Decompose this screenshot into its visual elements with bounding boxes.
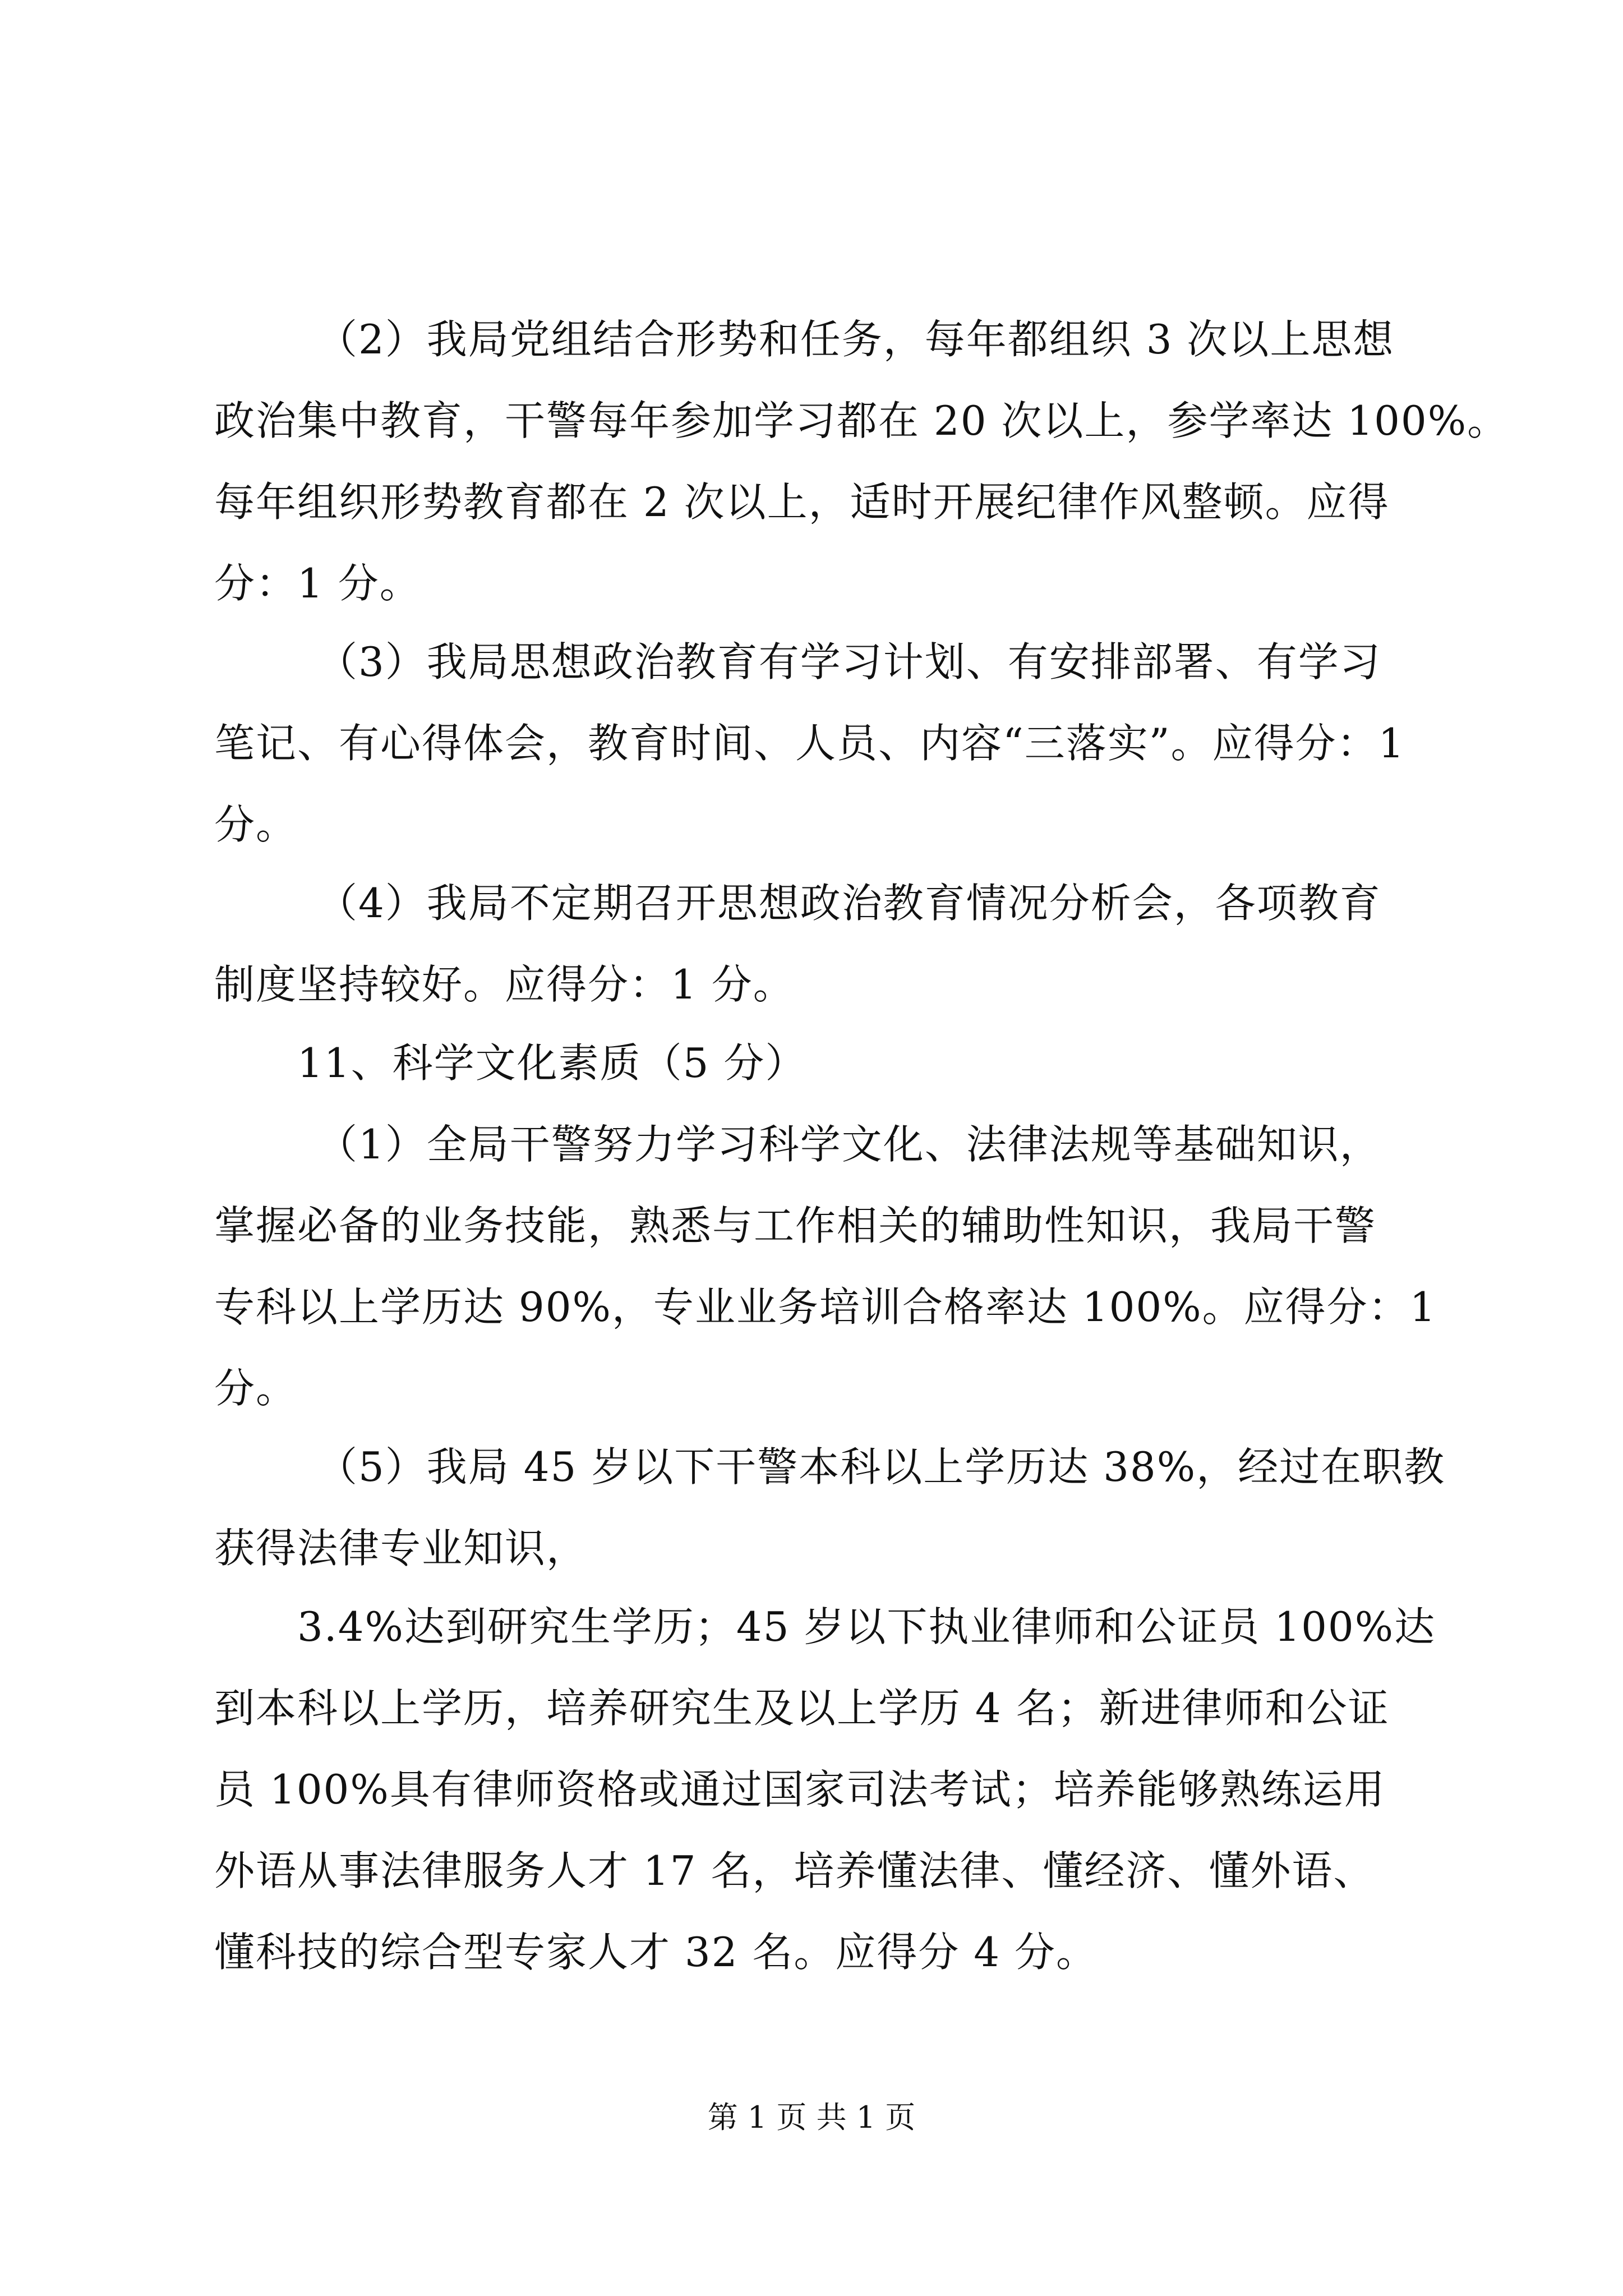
page-number-footer: 第 1 页 共 1 页 bbox=[707, 2100, 916, 2135]
paragraph-line: 制度坚持较好。应得分：1 分。 bbox=[214, 961, 795, 1008]
section-heading: 11、科学文化素质（5 分） bbox=[297, 1039, 807, 1087]
paragraph-line: 分。 bbox=[214, 1365, 298, 1412]
paragraph-line: （5）我局 45 岁以下干警本科以上学历达 38%，经过在职教 bbox=[317, 1443, 1446, 1490]
paragraph-line: 笔记、有心得体会，教育时间、人员、内容“三落实”。应得分：1 bbox=[214, 720, 1405, 767]
paragraph-line: 政治集中教育，干警每年参加学习都在 20 次以上，参学率达 100%。 bbox=[214, 397, 1509, 444]
paragraph-line: 员 100%具有律师资格或通过国家司法考试；培养能够熟练运用 bbox=[214, 1766, 1386, 1813]
paragraph-line: （4）我局不定期召开思想政治教育情况分析会，各项教育 bbox=[317, 880, 1381, 927]
paragraph-line: 分。 bbox=[214, 801, 298, 848]
paragraph-line: 懂科技的综合型专家人才 32 名。应得分 4 分。 bbox=[214, 1929, 1098, 1976]
paragraph-line: （1）全局干警努力学习科学文化、法律法规等基础知识， bbox=[317, 1121, 1381, 1168]
paragraph-line: 获得法律专业知识， bbox=[214, 1525, 588, 1572]
paragraph-line: 3.4%达到研究生学历；45 岁以下执业律师和公证员 100%达 bbox=[297, 1603, 1436, 1650]
paragraph-line: 分：1 分。 bbox=[214, 560, 421, 607]
paragraph-line: （3）我局思想政治教育有学习计划、有安排部署、有学习 bbox=[317, 638, 1381, 685]
paragraph-line: （2）我局党组结合形势和任务，每年都组织 3 次以上思想 bbox=[317, 316, 1395, 363]
paragraph-line: 专科以上学历达 90%，专业业务培训合格率达 100%。应得分：1 bbox=[214, 1283, 1437, 1331]
paragraph-line: 外语从事法律服务人才 17 名，培养懂法律、懂经济、懂外语、 bbox=[214, 1847, 1375, 1894]
paragraph-line: 每年组织形势教育都在 2 次以上，适时开展纪律作风整顿。应得 bbox=[214, 478, 1390, 526]
paragraph-line: 掌握必备的业务技能，熟悉与工作相关的辅助性知识，我局干警 bbox=[214, 1202, 1377, 1249]
paragraph-line: 到本科以上学历，培养研究生及以上学历 4 名；新进律师和公证 bbox=[214, 1685, 1390, 1732]
